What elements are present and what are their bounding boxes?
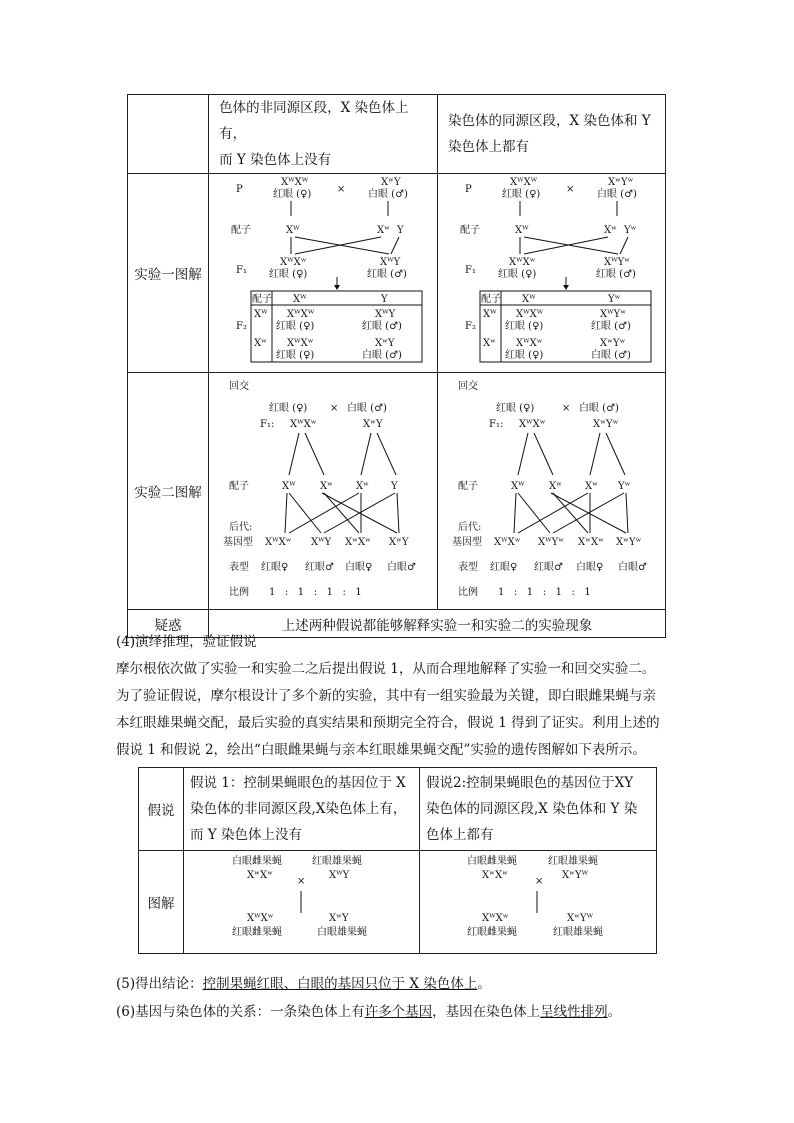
f1b-phenotype: 红眼 (♂) bbox=[596, 269, 636, 280]
gamete-label: 配子 bbox=[458, 481, 479, 492]
cell-genotype: XʷY bbox=[375, 338, 395, 349]
f1a-genotype: XᵂXʷ bbox=[280, 257, 307, 268]
genotype-label: 基因型 bbox=[452, 537, 483, 548]
punnett-row2: Xʷ bbox=[483, 338, 497, 349]
male-phenotype: 白眼 (♂) bbox=[579, 403, 619, 414]
section4-line4: 假说 1 和假说 2，绘出“白眼雌果蝇与亲本红眼雄果蝇交配”实验的遗传图解如下表所示。 bbox=[116, 742, 646, 758]
offspring-label: 后代: bbox=[458, 522, 482, 533]
t2-diagram1 bbox=[184, 851, 420, 954]
gamete-label: 配子 bbox=[460, 225, 481, 236]
ratio-label: 比例 bbox=[229, 587, 250, 598]
p-label: P bbox=[236, 184, 243, 195]
cell-phenotype: 白眼 (♂) bbox=[362, 350, 403, 361]
row-label-doubt: 疑惑 bbox=[128, 610, 209, 638]
exp1-hyp2-svg bbox=[438, 174, 664, 368]
offspring2-name: 白眼雄果蝇 bbox=[317, 927, 367, 938]
cell-phenotype: 红眼 (♀) bbox=[505, 321, 544, 332]
offspring2-genotype: XʷYᵂ bbox=[567, 913, 594, 924]
hyp2-line1: 染色体的同源区段，X 染色体和 Y bbox=[448, 113, 651, 129]
male-name: 红眼雄果蝇 bbox=[312, 856, 362, 867]
hyp1-line2: 而 Y 染色体上没有 bbox=[219, 152, 332, 168]
ratio-values: 1 : 1 : 1 : 1 bbox=[498, 587, 591, 598]
punnett-col1: Xᵂ bbox=[293, 294, 307, 305]
section5-suffix: 。 bbox=[477, 976, 491, 992]
section4-heading: (4)演绎推理，验证假说 bbox=[116, 634, 257, 650]
exp1-hyp1-diagram bbox=[209, 174, 438, 373]
f1b-genotype: XᵂYʷ bbox=[604, 257, 631, 268]
offspring-genotype: XʷYʷ bbox=[616, 537, 642, 548]
exp1-hyp2-diagram bbox=[438, 174, 666, 373]
hyp1-text-cell bbox=[209, 95, 438, 174]
female-phenotype: 红眼 (♀) bbox=[269, 403, 308, 414]
female-name: 白眼雌果蝇 bbox=[467, 856, 517, 867]
gamete-lines bbox=[285, 493, 399, 533]
cross-symbol: × bbox=[535, 876, 544, 887]
ratio-values: 1 : 1 : 1 : 1 bbox=[269, 587, 362, 598]
female-genotype: XʷXʷ bbox=[247, 870, 273, 881]
arrow bbox=[361, 433, 371, 475]
male-genotype: XʷY bbox=[363, 419, 383, 430]
phenotype-label: 表型 bbox=[229, 562, 250, 573]
female-genotype: XᵂXʷ bbox=[290, 419, 317, 430]
backcross-title: 回交 bbox=[458, 381, 479, 392]
offspring-genotype: XᵂXʷ bbox=[494, 537, 521, 548]
cell-genotype: XᵂXᵂ bbox=[287, 309, 315, 320]
offspring-phenotype: 红眼♀ bbox=[261, 562, 289, 573]
cell-phenotype: 红眼 (♀) bbox=[276, 350, 315, 361]
arrow bbox=[590, 433, 600, 475]
offspring-genotype: XᵂYʷ bbox=[538, 537, 565, 548]
f1a-phenotype: 红眼 (♀) bbox=[269, 269, 308, 280]
gamete-1: Xᵂ bbox=[515, 225, 529, 236]
female-genotype: XʷXʷ bbox=[482, 870, 508, 881]
male-genotype: XʷY bbox=[381, 177, 401, 188]
cross-symbol: × bbox=[337, 184, 346, 195]
female-phenotype: 红眼 (♀) bbox=[273, 189, 312, 200]
gamete-4: Y bbox=[391, 481, 398, 492]
cell-genotype: XᵂXᵂ bbox=[516, 309, 544, 320]
section5-conclusion bbox=[116, 972, 491, 996]
male-phenotype: 白眼 (♂) bbox=[347, 403, 388, 414]
section5-answer: 控制果蝇红眼、白眼的基因只位于 X 染色体上 bbox=[202, 976, 478, 992]
gamete-3: Xʷ bbox=[585, 481, 599, 492]
offspring2-genotype: XʷY bbox=[329, 913, 349, 924]
female-phenotype: 红眼 (♀) bbox=[502, 189, 541, 200]
section4-line3: 本红眼雄果蝇交配，最后实验的真实结果和预期完全符合，假说 1 得到了证实。利用上述的 bbox=[116, 715, 660, 731]
cross-symbol: × bbox=[297, 876, 306, 887]
hyp2-line2: 染色体上都有 bbox=[448, 139, 530, 155]
f1-label: F₁ bbox=[465, 265, 476, 276]
punnett-row1: Xᵂ bbox=[254, 309, 268, 320]
gamete-label: 配子 bbox=[231, 225, 252, 236]
section6-mid: ，基因在染色体上 bbox=[432, 1004, 541, 1020]
gamete-2: Xʷ bbox=[549, 481, 563, 492]
genotype-label: 基因型 bbox=[223, 537, 254, 548]
offspring-phenotype: 白眼♀ bbox=[576, 562, 604, 573]
punnett-col1: Xᵂ bbox=[522, 294, 536, 305]
male-genotype: XʷYᵂ bbox=[562, 870, 589, 881]
verification-table bbox=[138, 767, 657, 954]
offspring1-genotype: XᵂXʷ bbox=[482, 913, 509, 924]
cross-symbol: × bbox=[566, 184, 575, 195]
male-phenotype: 白眼 (♂) bbox=[368, 189, 409, 200]
cell-phenotype: 红眼 (♀) bbox=[505, 350, 544, 361]
section6-prefix: (6)基因与染色体的关系：一条染色体上有 bbox=[116, 1004, 365, 1020]
arrow bbox=[518, 433, 528, 475]
cross-symbol: × bbox=[562, 403, 571, 414]
p-label: P bbox=[465, 184, 472, 195]
phenotype-label: 表型 bbox=[458, 562, 479, 573]
male-phenotype: 白眼 (♂) bbox=[597, 189, 637, 200]
exp2-hyp1-svg bbox=[209, 373, 436, 605]
t2-hyp2-line2: 染色体的同源区段,X 染色体和 Y 染 bbox=[426, 801, 638, 817]
offspring1-name: 红眼雌果蝇 bbox=[232, 927, 282, 938]
offspring-genotype: XᵂY bbox=[311, 537, 332, 548]
offspring-genotype: XʷXʷ bbox=[578, 537, 604, 548]
arrow bbox=[289, 433, 299, 475]
gamete-3: Yʷ bbox=[624, 225, 637, 236]
punnett-col2: Y bbox=[381, 294, 388, 305]
gamete-3: Y bbox=[397, 225, 404, 236]
f1-label: F₁: bbox=[260, 419, 275, 430]
backcross-title: 回交 bbox=[229, 381, 250, 392]
offspring-phenotype: 白眼♂ bbox=[387, 562, 417, 573]
hyp2-text-cell bbox=[438, 95, 666, 174]
offspring-phenotype: 红眼♂ bbox=[534, 562, 564, 573]
row-label-hypothesis: 假说 bbox=[139, 768, 184, 851]
t2-hyp2-cell bbox=[420, 768, 657, 851]
arrow bbox=[391, 237, 399, 254]
section6-suffix: 。 bbox=[607, 1004, 622, 1020]
arrow bbox=[534, 433, 553, 475]
ratio-label: 比例 bbox=[458, 587, 479, 598]
arrow bbox=[606, 433, 625, 475]
exp2-hyp2-diagram bbox=[438, 373, 666, 610]
row-label-exp2: 实验二图解 bbox=[128, 373, 209, 610]
offspring2-name: 红眼雄果蝇 bbox=[553, 927, 603, 938]
male-genotype: XʷYʷ bbox=[593, 419, 619, 430]
f1a-phenotype: 红眼 (♀) bbox=[498, 269, 537, 280]
cell-phenotype: 红眼 (♂) bbox=[362, 321, 403, 332]
female-genotype: XᵂXᵂ bbox=[510, 177, 538, 188]
cell-genotype: XʷYʷ bbox=[600, 338, 626, 349]
row-label-exp1: 实验一图解 bbox=[128, 174, 209, 373]
t2-hyp1-line2: 染色体的非同源区段,X染色体上有， bbox=[190, 801, 407, 817]
t2-hyp2-line1: 假说2:控制果蝇眼色的基因位于XY bbox=[426, 775, 634, 791]
section6-answer1: 许多个基因 bbox=[364, 1004, 433, 1020]
cell-phenotype: 红眼 (♂) bbox=[591, 321, 631, 332]
arrowhead bbox=[334, 285, 340, 290]
gamete-4: Yʷ bbox=[618, 481, 631, 492]
gamete-1: Xᵂ bbox=[511, 481, 525, 492]
f1b-genotype: XᵂY bbox=[380, 257, 401, 268]
t2-hyp1-line3: 而 Y 染色体上没有 bbox=[190, 827, 302, 843]
t2-diagram2-svg bbox=[420, 851, 656, 949]
punnett-col2: Yʷ bbox=[608, 294, 621, 305]
exp1-hyp1-svg bbox=[209, 174, 436, 368]
gamete-lines bbox=[514, 493, 628, 533]
hypothesis-table bbox=[127, 94, 666, 638]
arrowhead bbox=[563, 285, 569, 290]
offspring1-name: 红眼雌果蝇 bbox=[467, 927, 517, 938]
f1a-genotype: XᵂXʷ bbox=[509, 257, 536, 268]
doubt-text: 上述两种假说都能够解释实验一和实验二的实验现象 bbox=[209, 610, 666, 638]
f2-label: F₂ bbox=[465, 321, 476, 332]
section4-line1: 摩尔根依次做了实验一和实验二之后提出假说 1，从而合理地解释了实验一和回交实验二。 bbox=[116, 661, 656, 677]
gamete-2: Xʷ bbox=[320, 481, 334, 492]
offspring-phenotype: 红眼♀ bbox=[490, 562, 518, 573]
female-name: 白眼雌果蝇 bbox=[232, 856, 282, 867]
male-name: 红眼雄果蝇 bbox=[548, 856, 598, 867]
exp2-hyp1-diagram bbox=[209, 373, 438, 610]
offspring-genotype: XʷXʷ bbox=[345, 537, 372, 548]
hyp1-line1: 色体的非同源区段，X 染色体上有， bbox=[219, 100, 409, 142]
offspring1-genotype: XᵂXʷ bbox=[247, 913, 274, 924]
cell-phenotype: 红眼 (♀) bbox=[276, 321, 315, 332]
offspring-phenotype: 白眼♂ bbox=[618, 562, 648, 573]
female-genotype: XᵂXᵂ bbox=[281, 177, 309, 188]
female-phenotype: 红眼 (♀) bbox=[496, 403, 535, 414]
t2-diagram1-svg bbox=[184, 851, 419, 949]
empty-header-cell bbox=[128, 95, 209, 174]
cell-genotype: XᵂYʷ bbox=[600, 309, 627, 320]
section6-relation bbox=[116, 1000, 621, 1024]
t2-diagram2 bbox=[420, 851, 657, 954]
arrow bbox=[377, 433, 396, 475]
male-genotype: XʷYʷ bbox=[608, 177, 634, 188]
t2-hyp1-line1: 假说 1：控制果蝇眼色的基因位于 X bbox=[190, 775, 406, 791]
cell-genotype: XᵂXʷ bbox=[516, 338, 543, 349]
cell-phenotype: 白眼 (♂) bbox=[591, 350, 631, 361]
f2-label: F₂ bbox=[236, 321, 248, 332]
f1-label: F₁: bbox=[489, 419, 504, 430]
offspring-genotype: XᵂXʷ bbox=[265, 537, 292, 548]
gamete-label: 配子 bbox=[229, 481, 250, 492]
gamete-3: Xʷ bbox=[356, 481, 370, 492]
offspring-phenotype: 红眼♂ bbox=[305, 562, 335, 573]
punnett-corner: 配子 bbox=[252, 294, 273, 305]
offspring-label: 后代: bbox=[229, 522, 253, 533]
punnett-corner: 配子 bbox=[481, 294, 502, 305]
offspring-genotype: XʷY bbox=[389, 537, 409, 548]
gamete-2: Xʷ bbox=[377, 225, 391, 236]
arrow bbox=[305, 433, 324, 475]
male-genotype: XᵂY bbox=[329, 870, 350, 881]
punnett-row1: Xᵂ bbox=[483, 309, 497, 320]
arrow bbox=[620, 237, 628, 254]
t2-hyp2-line3: 色体上都有 bbox=[426, 827, 494, 843]
gamete-1: Xᵂ bbox=[282, 481, 296, 492]
section5-prefix: (5)得出结论： bbox=[116, 976, 203, 992]
section4-line2: 为了验证假说，摩尔根设计了多个新的实验，其中有一组实验最为关键，即白眼雌果蝇与亲 bbox=[116, 688, 656, 704]
gamete-2: Xʷ bbox=[604, 225, 618, 236]
cross-symbol: × bbox=[330, 403, 339, 414]
cell-genotype: XᵂY bbox=[375, 309, 396, 320]
section6-answer2: 呈线性排列 bbox=[540, 1004, 608, 1020]
offspring-phenotype: 白眼♀ bbox=[345, 562, 373, 573]
t2-hyp1-cell bbox=[184, 768, 420, 851]
f1-label: F₁ bbox=[236, 265, 248, 276]
row-label-diagram: 图解 bbox=[139, 851, 184, 954]
exp2-hyp2-svg bbox=[438, 373, 664, 605]
punnett-row2: Xʷ bbox=[254, 338, 268, 349]
female-genotype: XᵂXʷ bbox=[519, 419, 546, 430]
f1b-phenotype: 红眼 (♂) bbox=[367, 269, 408, 280]
cell-genotype: XᵂXʷ bbox=[287, 338, 314, 349]
gamete-1: Xᵂ bbox=[286, 225, 300, 236]
